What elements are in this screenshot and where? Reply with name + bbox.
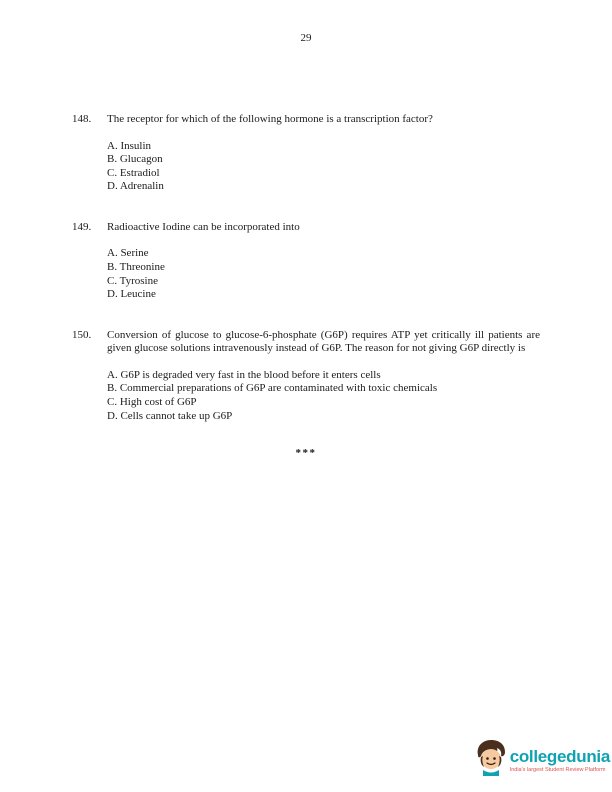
brand-tagline: India's largest Student Review Platform: [509, 766, 606, 773]
options-list: [107, 247, 540, 301]
option-a: A. Serine: [107, 247, 149, 260]
page-number: 29: [300, 32, 312, 44]
question-number: 148.: [72, 113, 92, 125]
option-d: D. Adrenalin: [107, 180, 164, 193]
question-149: [72, 221, 540, 302]
options-list: [107, 369, 540, 423]
brand-name: collegedunia: [509, 746, 610, 766]
page-content: [0, 113, 612, 459]
option-b: B. Glucagon: [107, 153, 163, 166]
question-text: Conversion of glucose to glucose-6-phosphate (G6P) requires ATP yet critically ill patients are given glucose solutions intravenously instead of G6P. The reason for not giving G6P directly is: [107, 328, 540, 355]
end-of-paper-marker: ***: [295, 447, 317, 460]
question-150: [72, 329, 540, 423]
question-148: [72, 113, 540, 194]
collegedunia-logo: [475, 739, 610, 782]
option-b: B. Threonine: [107, 260, 165, 273]
option-a: A. G6P is degraded very fast in the blood before it enters cells: [107, 368, 381, 381]
options-list: [107, 140, 540, 194]
option-a: A. Insulin: [107, 139, 151, 152]
question-number: 149.: [72, 220, 92, 233]
question-text: The receptor for which of the following hormone is a transcription factor?: [107, 113, 433, 125]
collegedunia-mascot-icon: [475, 739, 507, 782]
logo-text-block: [510, 748, 610, 774]
option-c: C. High cost of G6P: [107, 395, 197, 408]
option-b: B. Commercial preparations of G6P are contaminated with toxic chemicals: [107, 382, 438, 395]
question-body: [107, 221, 540, 302]
option-d: D. Cells cannot take up G6P: [107, 409, 233, 422]
option-d: D. Leucine: [107, 288, 156, 301]
option-c: C. Estradiol: [107, 166, 160, 179]
question-number: 150.: [72, 328, 92, 341]
question-body: [107, 329, 540, 423]
question-body: [107, 113, 540, 194]
option-c: C. Tyrosine: [107, 274, 158, 287]
question-text: Radioactive Iodine can be incorporated into: [107, 220, 300, 233]
